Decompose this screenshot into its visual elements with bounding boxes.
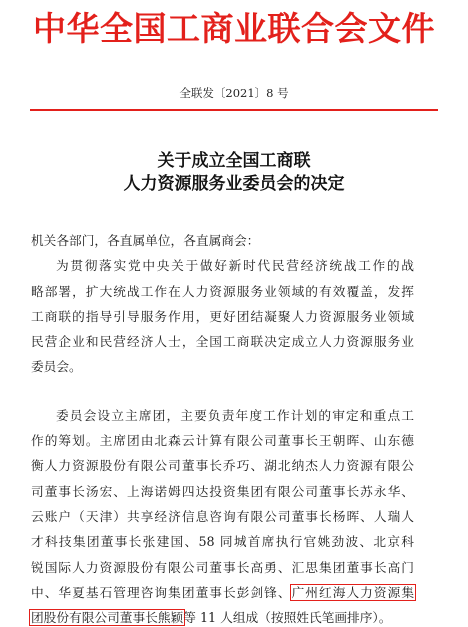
highlighted-company-name: 广州红海人力资源集 [291,584,415,600]
paragraph-2-line: 衡人力资源股份有限公司董事长乔巧、湖北纳杰人力资源有限公 [31,458,414,474]
paragraph-2-line: 云账户（天津）共享经济信息咨询有限公司董事长杨晖、人瑞人 [31,508,414,524]
paragraph-1 [31,253,414,379]
title-line-2: 人力资源服务业委员会的决定 [123,174,345,194]
salutation: 机关各部门，各直属单位，各直属商会： [31,233,260,248]
document-title [0,150,468,196]
paragraph-1-line: 为贯彻落实党中央关于做好新时代民营经济统战工作的战 [56,258,414,274]
paragraph-2-line: 锐国际人力资源股份有限公司董事长高勇、汇思集团董事长高门 [31,559,414,575]
paragraph-1-line: 略部署，扩大统战工作在人力资源服务业领域的有效覆盖，发挥 [31,283,414,299]
red-divider-line [30,109,438,111]
document-number: 全联发〔2021〕8 号 [179,86,289,100]
paragraph-2-line: 司董事长汤宏、上海诺姆四达投资集团有限公司董事长苏永华、 [31,483,414,499]
paragraph-2-line: 委员会设立主席团，主要负责年度工作计划的审定和重点工 [56,407,414,423]
paragraph-1-line: 工商联的指导引导服务作用，更好团结凝聚人力资源服务业领域 [31,308,414,324]
paragraph-2-line-9 [31,605,414,627]
paragraph-2-text: 中、华夏基石管理咨询集团董事长彭剑锋、 [31,584,292,600]
paragraph-2-line: 作的筹划。主席团由北森云计算有限公司董事长王朝晖、山东德 [31,433,414,449]
letterhead-title: 中华全国工商业联合会文件 [33,9,435,48]
title-line-1: 关于成立全国工商联 [157,151,311,171]
paragraph-2-line: 才科技集团董事长张建国、58 同城首席执行官姚劲波、北京科 [31,534,414,550]
highlighted-chairman-name: 团股份有限公司董事长熊颖 [31,610,184,626]
paragraph-2 [31,403,415,627]
paragraph-1-line: 委员会。 [31,359,82,375]
paragraph-1-line: 民营企业和民营经济人士，全国工商联决定成立人力资源服务业 [31,334,414,350]
paragraph-2-line-8 [31,580,414,605]
paragraph-2-text: 等 11 人组成（按照姓氏笔画排序）。 [183,610,392,626]
document-body [31,228,415,627]
